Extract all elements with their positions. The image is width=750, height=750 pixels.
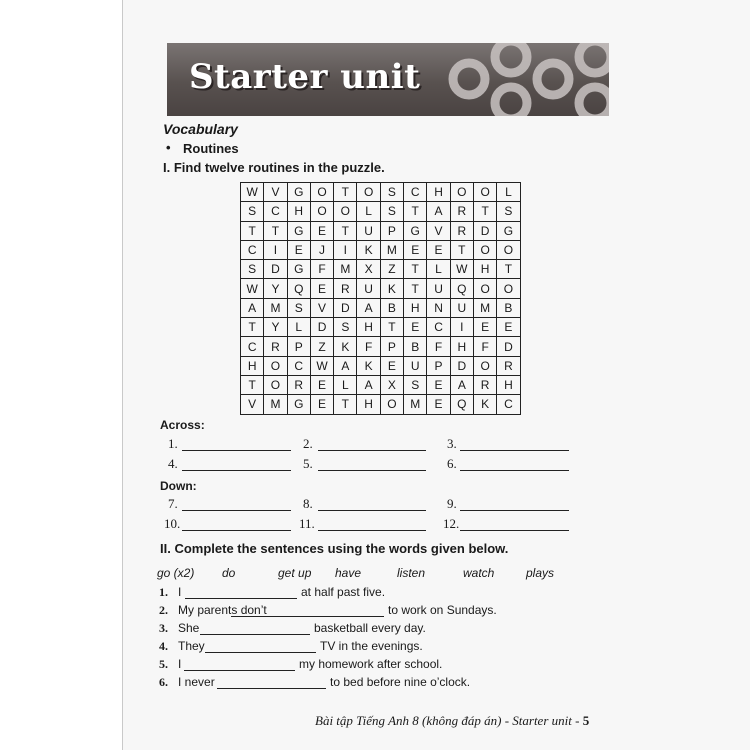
grid-cell: Y	[264, 279, 287, 298]
grid-cell: C	[497, 395, 520, 414]
grid-cell: M	[473, 298, 496, 317]
grid-cell: M	[404, 395, 427, 414]
grid-cell: R	[450, 202, 473, 221]
grid-cell: E	[310, 221, 333, 240]
grid-cell: Q	[287, 279, 310, 298]
grid-cell: O	[380, 395, 403, 414]
grid-cell: S	[497, 202, 520, 221]
grid-cell: O	[497, 240, 520, 259]
grid-cell: K	[380, 279, 403, 298]
sentence-start: I	[178, 657, 182, 671]
grid-cell: T	[404, 202, 427, 221]
answer-blank[interactable]	[182, 510, 291, 511]
grid-cell: Z	[310, 337, 333, 356]
word-bank-item: listen	[397, 566, 426, 580]
grid-cell: D	[473, 221, 496, 240]
grid-cell: S	[380, 202, 403, 221]
sentence-end: to work on Sundays.	[388, 603, 497, 617]
sentence-end: my homework after school.	[299, 657, 443, 671]
grid-row	[241, 375, 521, 394]
grid-cell: D	[264, 260, 287, 279]
grid-cell: O	[334, 202, 357, 221]
grid-cell: T	[334, 221, 357, 240]
bullet: •	[166, 140, 171, 155]
grid-cell: H	[357, 395, 380, 414]
grid-cell: A	[427, 202, 450, 221]
page-number: 5	[582, 713, 590, 728]
grid-cell: O	[473, 240, 496, 259]
grid-cell: O	[473, 356, 496, 375]
answer-number: 9.	[447, 496, 457, 511]
answer-blank[interactable]	[460, 510, 569, 511]
section-subtitle: Routines	[183, 141, 239, 156]
grid-cell: V	[427, 221, 450, 240]
answer-blank[interactable]	[182, 470, 291, 471]
sentence-number: 2.	[159, 603, 168, 617]
grid-cell: M	[334, 260, 357, 279]
grid-cell: L	[427, 260, 450, 279]
grid-row	[241, 298, 521, 317]
grid-cell: G	[497, 221, 520, 240]
word-bank-item: do	[222, 566, 236, 580]
grid-cell: O	[473, 279, 496, 298]
grid-cell: M	[380, 240, 403, 259]
grid-cell: D	[334, 298, 357, 317]
grid-cell: T	[334, 183, 357, 202]
grid-cell: Y	[264, 318, 287, 337]
grid-cell: S	[241, 260, 264, 279]
grid-cell: L	[334, 375, 357, 394]
grid-row	[241, 279, 521, 298]
grid-cell: A	[334, 356, 357, 375]
grid-cell: E	[404, 240, 427, 259]
grid-cell: C	[264, 202, 287, 221]
sentence-number: 4.	[159, 639, 168, 653]
grid-cell: E	[427, 375, 450, 394]
grid-cell: V	[264, 183, 287, 202]
grid-cell: U	[450, 298, 473, 317]
word-bank-item: get up	[278, 566, 312, 580]
sentence-end: basketball every day.	[314, 621, 426, 635]
grid-cell: A	[450, 375, 473, 394]
sentence-number: 3.	[159, 621, 168, 635]
sentence-blank[interactable]	[200, 634, 310, 635]
answer-blank[interactable]	[318, 450, 426, 451]
answer-blank[interactable]	[460, 470, 569, 471]
grid-row	[241, 202, 521, 221]
sentence-start: She	[178, 621, 200, 635]
answer-blank[interactable]	[318, 530, 426, 531]
grid-cell: Q	[450, 395, 473, 414]
exercise2-instruction: II. Complete the sentences using the words given below.	[160, 541, 509, 556]
grid-cell: R	[473, 375, 496, 394]
grid-cell: S	[334, 318, 357, 337]
grid-cell: O	[310, 202, 333, 221]
grid-cell: E	[310, 395, 333, 414]
grid-cell: I	[334, 240, 357, 259]
grid-cell: E	[310, 375, 333, 394]
grid-cell: C	[287, 356, 310, 375]
grid-cell: G	[287, 260, 310, 279]
grid-cell: A	[241, 298, 264, 317]
answer-blank[interactable]	[318, 470, 426, 471]
grid-cell: F	[473, 337, 496, 356]
grid-cell: C	[241, 240, 264, 259]
grid-row	[241, 356, 521, 375]
grid-cell: Q	[450, 279, 473, 298]
grid-cell: H	[241, 356, 264, 375]
grid-cell: R	[264, 337, 287, 356]
grid-cell: R	[287, 375, 310, 394]
grid-row	[241, 183, 521, 202]
grid-cell: S	[241, 202, 264, 221]
grid-cell: P	[287, 337, 310, 356]
grid-cell: R	[450, 221, 473, 240]
grid-row	[241, 337, 521, 356]
banner-pattern-icon	[429, 43, 609, 116]
grid-cell: D	[450, 356, 473, 375]
grid-cell: N	[427, 298, 450, 317]
grid-cell: T	[473, 202, 496, 221]
down-label: Down:	[160, 479, 197, 493]
answer-number: 7.	[168, 496, 178, 511]
grid-cell: T	[241, 318, 264, 337]
page-footer	[315, 713, 589, 729]
grid-cell: T	[241, 375, 264, 394]
grid-cell: U	[357, 221, 380, 240]
answer-blank[interactable]	[318, 510, 426, 511]
grid-cell: H	[427, 183, 450, 202]
grid-cell: H	[473, 260, 496, 279]
grid-cell: E	[310, 279, 333, 298]
grid-row	[241, 240, 521, 259]
grid-cell: G	[287, 183, 310, 202]
grid-cell: E	[380, 356, 403, 375]
word-bank-item: watch	[463, 566, 495, 580]
grid-cell: R	[497, 356, 520, 375]
grid-cell: H	[497, 375, 520, 394]
grid-cell: O	[497, 279, 520, 298]
grid-cell: F	[310, 260, 333, 279]
answer-number: 10.	[164, 516, 181, 531]
grid-row	[241, 318, 521, 337]
grid-cell: W	[241, 183, 264, 202]
word-search-grid	[240, 182, 521, 415]
answer-blank[interactable]	[182, 530, 291, 531]
sentence-end: to bed before nine o’clock.	[330, 675, 471, 689]
answer-number: 3.	[447, 436, 457, 451]
grid-cell: T	[241, 221, 264, 240]
exercise1-instruction: I. Find twelve routines in the puzzle.	[163, 160, 385, 175]
grid-cell: G	[404, 221, 427, 240]
grid-cell: E	[497, 318, 520, 337]
grid-cell: C	[404, 183, 427, 202]
grid-cell: L	[287, 318, 310, 337]
grid-cell: J	[310, 240, 333, 259]
answer-blank[interactable]	[182, 450, 291, 451]
grid-cell: U	[404, 356, 427, 375]
grid-cell: L	[357, 202, 380, 221]
unit-banner	[167, 43, 609, 116]
sentence-blank[interactable]	[217, 688, 326, 689]
grid-cell: B	[404, 337, 427, 356]
grid-cell: I	[450, 318, 473, 337]
grid-cell: U	[427, 279, 450, 298]
grid-cell: G	[287, 395, 310, 414]
grid-cell: B	[497, 298, 520, 317]
grid-cell: P	[380, 337, 403, 356]
grid-cell: E	[427, 240, 450, 259]
grid-cell: O	[264, 375, 287, 394]
grid-cell: X	[380, 375, 403, 394]
sentence-number: 6.	[159, 675, 168, 689]
grid-cell: E	[427, 395, 450, 414]
grid-cell: O	[310, 183, 333, 202]
sentence-number: 5.	[159, 657, 168, 671]
sentence-start: My parents don’t	[178, 603, 267, 617]
grid-cell: O	[450, 183, 473, 202]
grid-cell: D	[310, 318, 333, 337]
grid-cell: B	[380, 298, 403, 317]
grid-cell: T	[450, 240, 473, 259]
grid-cell: R	[334, 279, 357, 298]
answer-number: 2.	[303, 436, 313, 451]
grid-cell: T	[264, 221, 287, 240]
grid-row	[241, 221, 521, 240]
sentence-start: I never	[178, 675, 215, 689]
grid-cell: W	[241, 279, 264, 298]
unit-title: Starter unit	[189, 57, 421, 97]
grid-cell: O	[473, 183, 496, 202]
grid-cell: T	[404, 279, 427, 298]
grid-cell: D	[497, 337, 520, 356]
grid-cell: X	[357, 260, 380, 279]
answer-number: 1.	[168, 436, 178, 451]
sentence-blank[interactable]	[231, 616, 384, 617]
grid-cell: W	[310, 356, 333, 375]
answer-number: 4.	[168, 456, 178, 471]
grid-cell: K	[473, 395, 496, 414]
grid-cell: C	[241, 337, 264, 356]
grid-cell: K	[334, 337, 357, 356]
grid-cell: U	[357, 279, 380, 298]
grid-row	[241, 395, 521, 414]
grid-cell: G	[287, 221, 310, 240]
grid-cell: L	[497, 183, 520, 202]
grid-cell: M	[264, 395, 287, 414]
grid-cell: W	[450, 260, 473, 279]
grid-cell: F	[427, 337, 450, 356]
answer-number: 8.	[303, 496, 313, 511]
footer-text: Bài tập Tiếng Anh 8 (không đáp án) - Starter unit -	[315, 713, 580, 728]
grid-cell: M	[264, 298, 287, 317]
answer-number: 11.	[299, 516, 315, 531]
grid-cell: O	[357, 183, 380, 202]
answer-number: 6.	[447, 456, 457, 471]
word-bank-item: plays	[526, 566, 555, 580]
sentence-blank[interactable]	[205, 652, 316, 653]
grid-cell: V	[310, 298, 333, 317]
across-label: Across:	[160, 418, 205, 432]
grid-cell: A	[357, 298, 380, 317]
answer-blank[interactable]	[460, 450, 569, 451]
grid-cell: H	[357, 318, 380, 337]
grid-cell: S	[287, 298, 310, 317]
grid-cell: H	[450, 337, 473, 356]
sentence-end: at half past five.	[301, 585, 386, 599]
sentence-end: TV in the evenings.	[320, 639, 423, 653]
grid-cell: F	[357, 337, 380, 356]
grid-cell: E	[473, 318, 496, 337]
word-bank-item: go (x2)	[157, 566, 195, 580]
grid-cell: T	[380, 318, 403, 337]
grid-cell: S	[404, 375, 427, 394]
sentence-blank[interactable]	[184, 670, 295, 671]
grid-cell: T	[497, 260, 520, 279]
sentence-blank[interactable]	[185, 598, 297, 599]
grid-cell: K	[357, 240, 380, 259]
answer-number: 12.	[443, 516, 460, 531]
grid-cell: V	[241, 395, 264, 414]
sentence-start: I	[178, 585, 182, 599]
grid-cell: K	[357, 356, 380, 375]
grid-cell: H	[287, 202, 310, 221]
grid-cell: P	[427, 356, 450, 375]
word-bank-item: have	[335, 566, 362, 580]
section-title: Vocabulary	[163, 121, 238, 137]
grid-cell: T	[334, 395, 357, 414]
grid-cell: C	[427, 318, 450, 337]
grid-cell: T	[404, 260, 427, 279]
grid-cell: S	[380, 183, 403, 202]
answer-number: 5.	[303, 456, 313, 471]
sentence-start: They	[178, 639, 205, 653]
grid-cell: E	[287, 240, 310, 259]
grid-cell: O	[264, 356, 287, 375]
grid-cell: A	[357, 375, 380, 394]
sentence-number: 1.	[159, 585, 168, 599]
grid-cell: Z	[380, 260, 403, 279]
grid-cell: E	[404, 318, 427, 337]
grid-cell: P	[380, 221, 403, 240]
grid-cell: H	[404, 298, 427, 317]
grid-row	[241, 260, 521, 279]
answer-blank[interactable]	[460, 530, 569, 531]
grid-cell: I	[264, 240, 287, 259]
